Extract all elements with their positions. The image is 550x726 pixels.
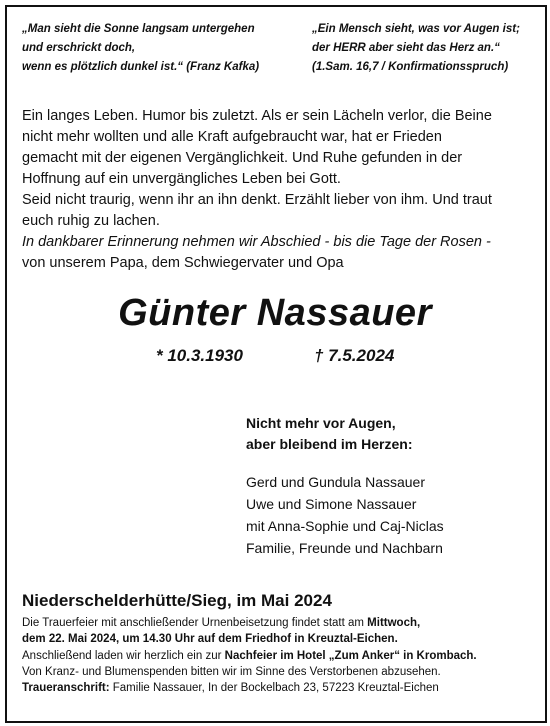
bible-quote — [312, 20, 520, 77]
funeral-details — [22, 615, 477, 696]
detail-line: dem 22. Mai 2024, um 14.30 Uhr auf dem Friedhof in Kreuztal-Eichen. — [22, 633, 398, 646]
quote-line: (1.Sam. 16,7 / Konfirmationsspruch) — [312, 61, 509, 73]
detail-line — [22, 615, 477, 631]
text-line: nicht mehr wollten und alle Kraft aufgebraucht war, hat er Frieden — [22, 129, 442, 145]
deceased-name: Günter Nassauer — [118, 292, 432, 334]
quote-line: „Man sieht die Sonne langsam untergehen — [22, 23, 255, 35]
mourner-line: mit Anna-Sophie und Caj-Niclas — [246, 518, 444, 534]
address-text: Familie Nassauer, In der Bockelbach 23, 57223 Kreuztal-Eichen — [109, 682, 439, 695]
detail-emphasis: Mittwoch, — [367, 617, 421, 629]
detail-emphasis: Nachfeier im Hotel „Zum Anker“ in Krombach. — [224, 649, 477, 662]
detail-line — [22, 648, 477, 664]
mourner-line: Gerd und Gundula Nassauer — [246, 474, 425, 490]
address-label: Traueranschrift: — [22, 682, 110, 695]
text-line: In dankbarer Erinnerung nehmen wir Abschied - bis die Tage der Rosen - — [22, 234, 491, 250]
detail-text: Anschließend laden wir herzlich ein zur — [22, 649, 225, 662]
quote-line: und erschrickt doch, — [22, 42, 136, 54]
mourner-line: Uwe und Simone Nassauer — [246, 496, 417, 512]
obituary-text — [22, 106, 532, 274]
text-line: euch ruhig zu lachen. — [22, 213, 160, 229]
motto-line: Nicht mehr vor Augen, — [246, 415, 396, 431]
mourner-line: Familie, Freunde und Nachbarn — [246, 540, 443, 556]
text-line: gemacht mit der eigenen Vergänglichkeit. Und Ruhe gefunden in der — [22, 150, 463, 166]
motto-line: aber bleibend im Herzen: — [246, 436, 413, 452]
death-date: † 7.5.2024 — [314, 346, 395, 365]
place-date: Niederschelderhütte/Sieg, im Mai 2024 — [22, 591, 332, 610]
quote-line: „Ein Mensch sieht, was vor Augen ist; — [312, 23, 520, 35]
text-line: Hoffnung auf ein unvergängliches Leben bei Gott. — [22, 171, 341, 187]
detail-line — [22, 680, 477, 696]
text-line: Seid nicht traurig, wenn ihr an ihn denkt. Erzählt lieber von ihm. Und traut — [22, 192, 492, 208]
birth-date: * 10.3.1930 — [156, 346, 243, 365]
text-line: Ein langes Leben. Humor bis zuletzt. Als er sein Lächeln verlor, die Beine — [22, 108, 492, 124]
quote-line: der HERR aber sieht das Herz an.“ — [312, 42, 500, 54]
motto — [246, 413, 412, 455]
quote-line: wenn es plötzlich dunkel ist.“ (Franz Kafka) — [22, 61, 260, 73]
mourners-list — [246, 471, 444, 559]
kafka-quote — [22, 20, 259, 77]
detail-line: Von Kranz- und Blumenspenden bitten wir im Sinne des Verstorbenen abzusehen. — [22, 665, 441, 678]
text-line: von unserem Papa, dem Schwiegervater und Opa — [22, 255, 344, 271]
detail-text: Die Trauerfeier mit anschließender Urnenbeisetzung findet statt am — [22, 617, 368, 629]
